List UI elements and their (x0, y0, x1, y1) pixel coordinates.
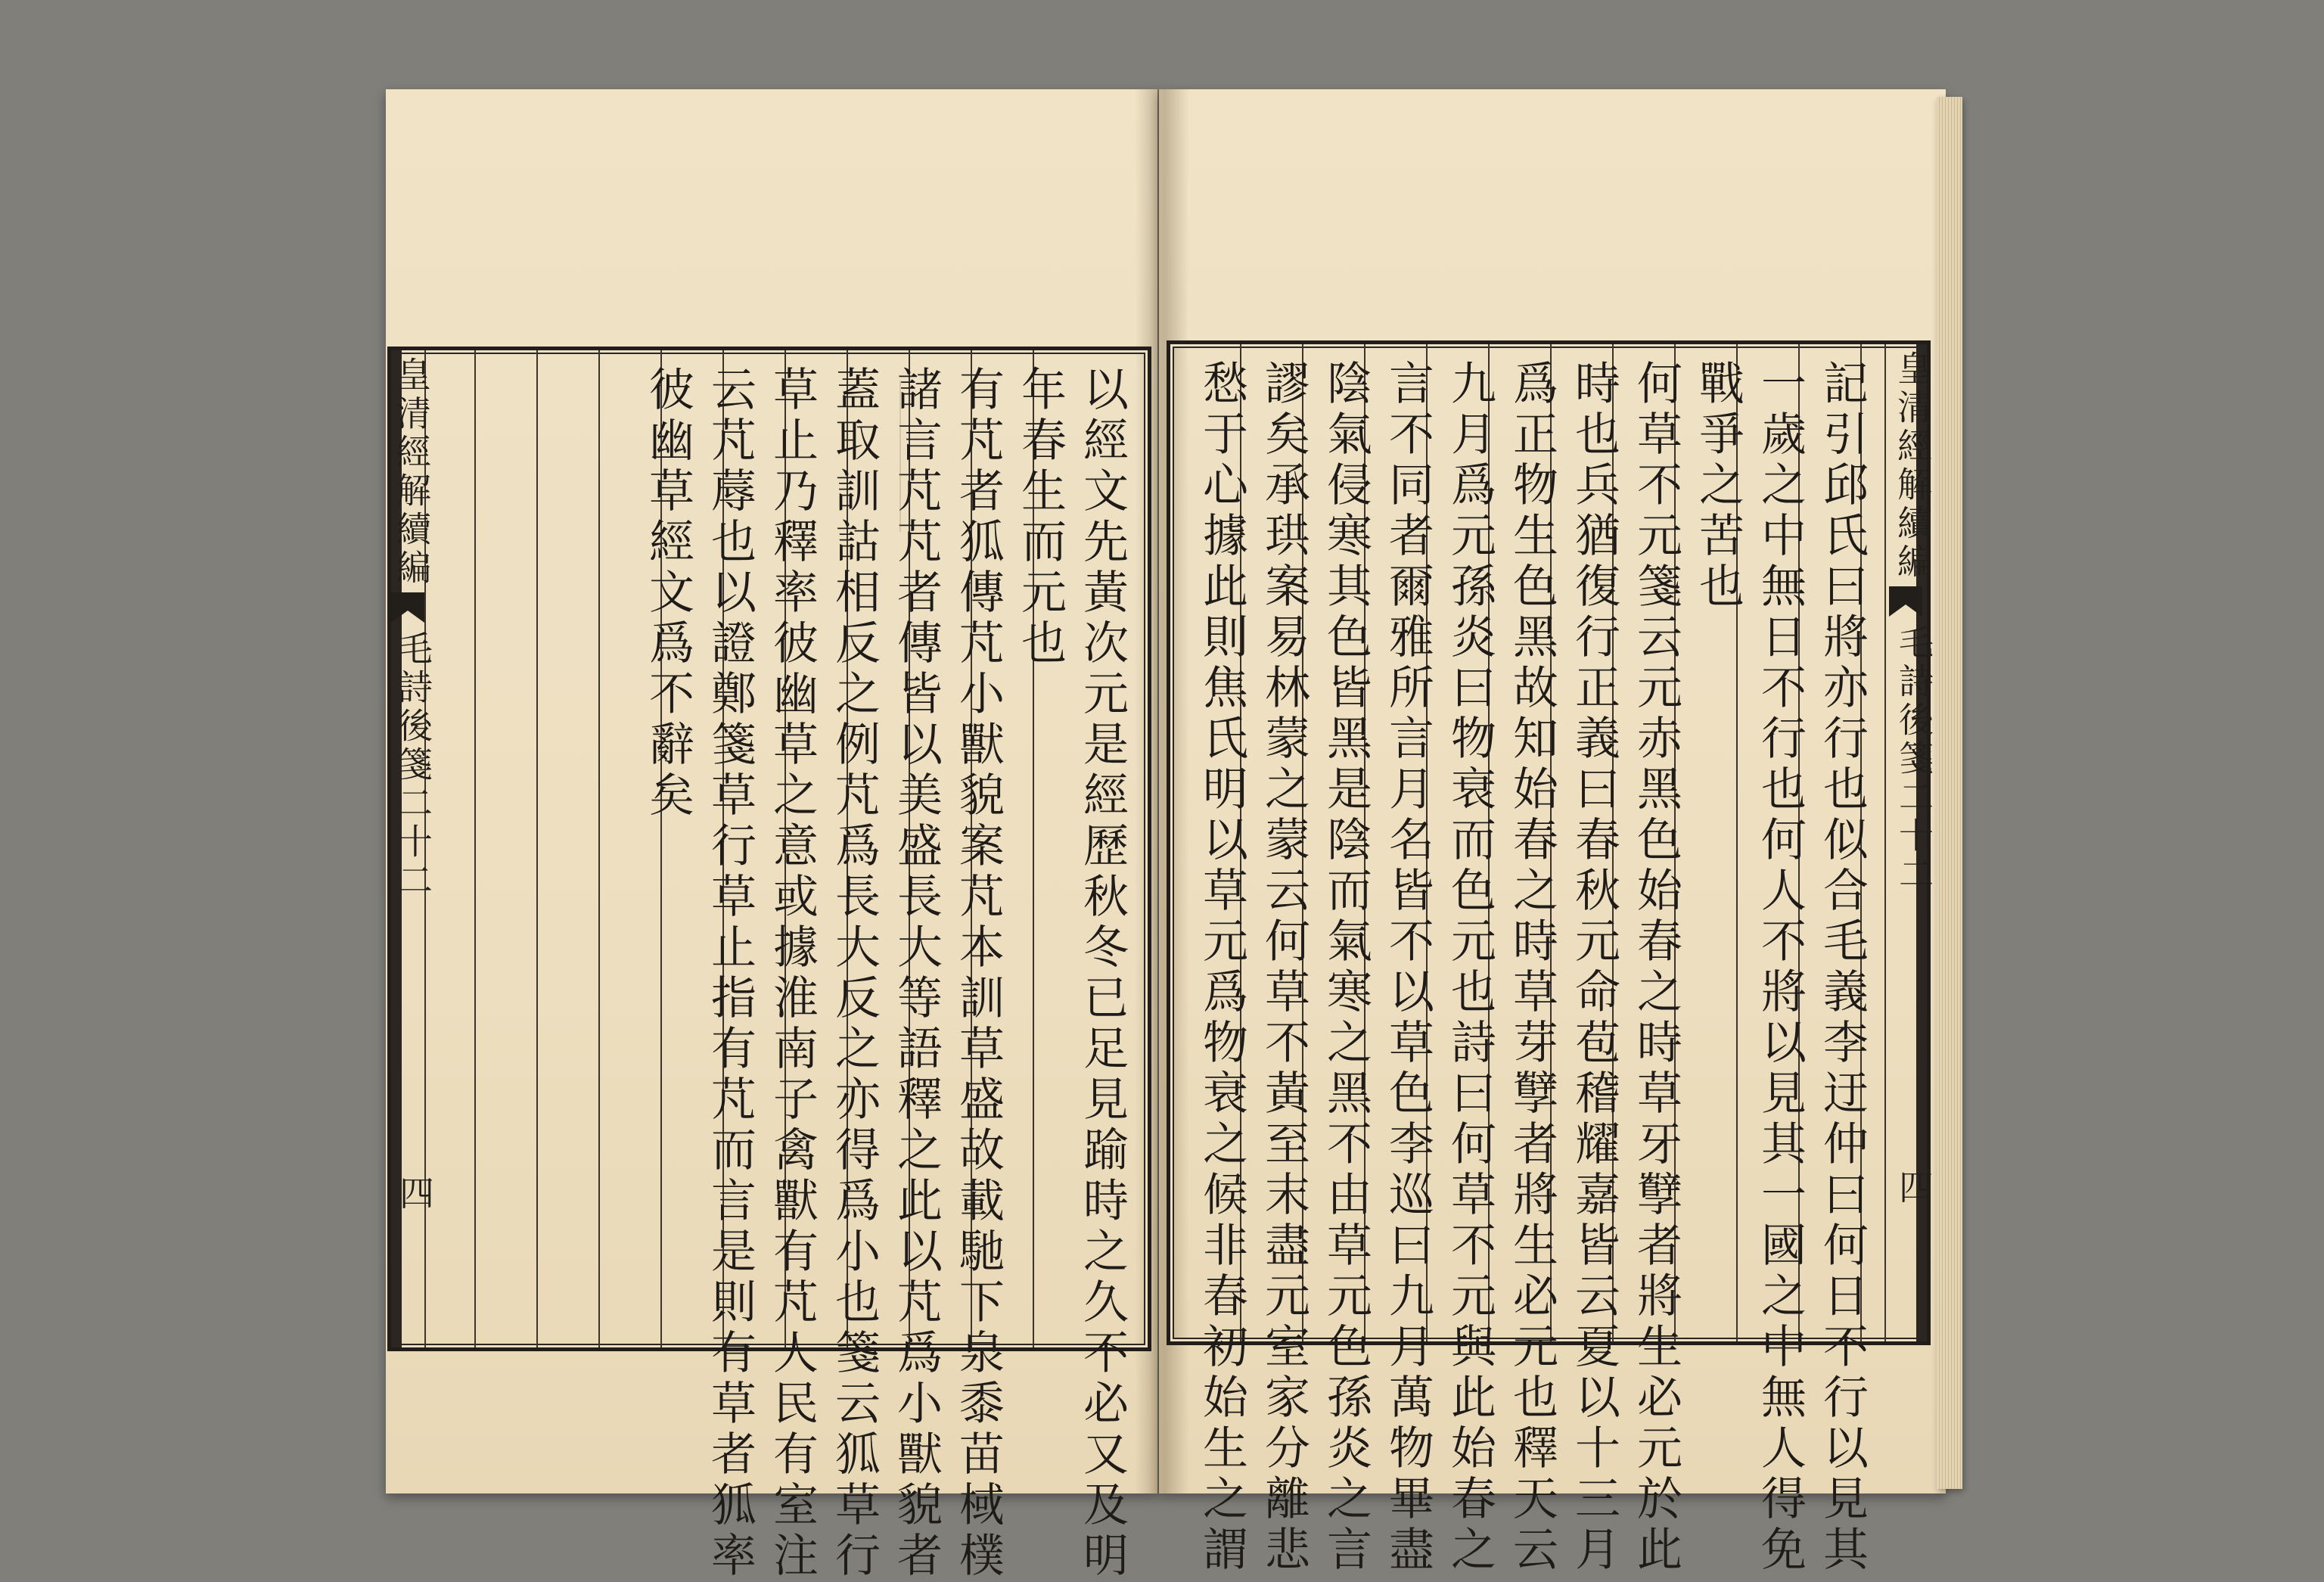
right-text-column-3: 戰爭之苦也 (1692, 359, 1745, 613)
paper-crease (899, 381, 901, 532)
right-text-frame (1167, 340, 1934, 1576)
left-text-column-2: 年春生而元也 (1014, 365, 1067, 670)
right-text-column-5: 時也兵猶復行正義曰春秋元命苞稽耀嘉皆云夏以十三月 (1567, 359, 1620, 1576)
right-margin-section: 毛詩後箋二十二 (1894, 624, 1934, 894)
left-text-column-1: 以經文先黃次元是經歷秋冬已足見踰時之久不必又及明 (1076, 365, 1129, 1582)
left-margin-section: 毛詩後箋二十二 (393, 630, 433, 900)
right-margin-rule (1884, 344, 1886, 1341)
left-text-column-4: 諸言芃芃者傳皆以美盛長大等語釋之此以芃爲小獸貌者 (890, 365, 943, 1582)
left-text-frame (387, 347, 1151, 1582)
left-margin-title: 皇清經解續編 (391, 356, 432, 588)
right-margin-folio: 四 (1894, 1169, 1934, 1204)
left-text-column-3: 有芃者狐傳芃小獸貌案芃本訓草盛故載馳下泉黍苗棫樸 (952, 365, 1005, 1582)
page-stack-edge (1937, 97, 1962, 1489)
right-text-column-7: 九月爲元孫炎曰物衰而色元也詩曰何草不元與此始春之 (1443, 359, 1496, 1576)
right-margin-title: 皇清經解續編 (1892, 350, 1933, 582)
right-text-column-10: 謬矣承珙案易林蒙之蒙云何草不黃至末盡元室家分離悲 (1257, 359, 1310, 1576)
right-text-column-8: 言不同者爾雅所言月名皆不以草色李巡曰九月萬物畢盡 (1381, 359, 1434, 1576)
left-margin-folio: 四 (394, 1175, 435, 1210)
left-text-column-7: 云芃蓐也以證鄭箋草行草止指有芃而言是則有草者狐率 (704, 365, 757, 1582)
left-fish-tail-icon (391, 592, 424, 623)
left-rule-2 (536, 350, 538, 1347)
right-text-column-1: 記引邱氏曰將亦行也似合毛義李迂仲曰何日不行以見其 (1816, 359, 1869, 1576)
left-text-column-6: 草止乃釋率彼幽草之意或據淮南子禽獸有芃人民有室注 (766, 365, 819, 1582)
right-text-column-9: 陰氣侵寒其色皆黑是陰而氣寒之黑不由草元色孫炎之言 (1319, 359, 1372, 1576)
right-fish-tail-icon (1889, 586, 1922, 617)
right-text-column-6: 爲正物生色黑故知始春之時草芽孼者將生必元也釋天云 (1505, 359, 1558, 1576)
left-rule-1 (474, 350, 476, 1347)
right-text-column-4: 何草不元箋云元赤黑色始春之時草牙孼者將生必元於此 (1630, 359, 1682, 1576)
left-text-column-5: 蓋取訓詁相反之例芃爲長大反之亦得爲小也箋云狐草行 (828, 365, 881, 1582)
right-text-column-2: 一歲之中無日不行也何人不將以見其一國之中無人得免 (1754, 359, 1807, 1576)
left-rule-3 (598, 350, 600, 1347)
right-text-column-11: 愁于心據此則焦氏明以草元爲物衰之候非春初始生之謂 (1195, 359, 1248, 1576)
left-text-column-8: 彼幽草經文爲不辭矣 (642, 365, 694, 822)
